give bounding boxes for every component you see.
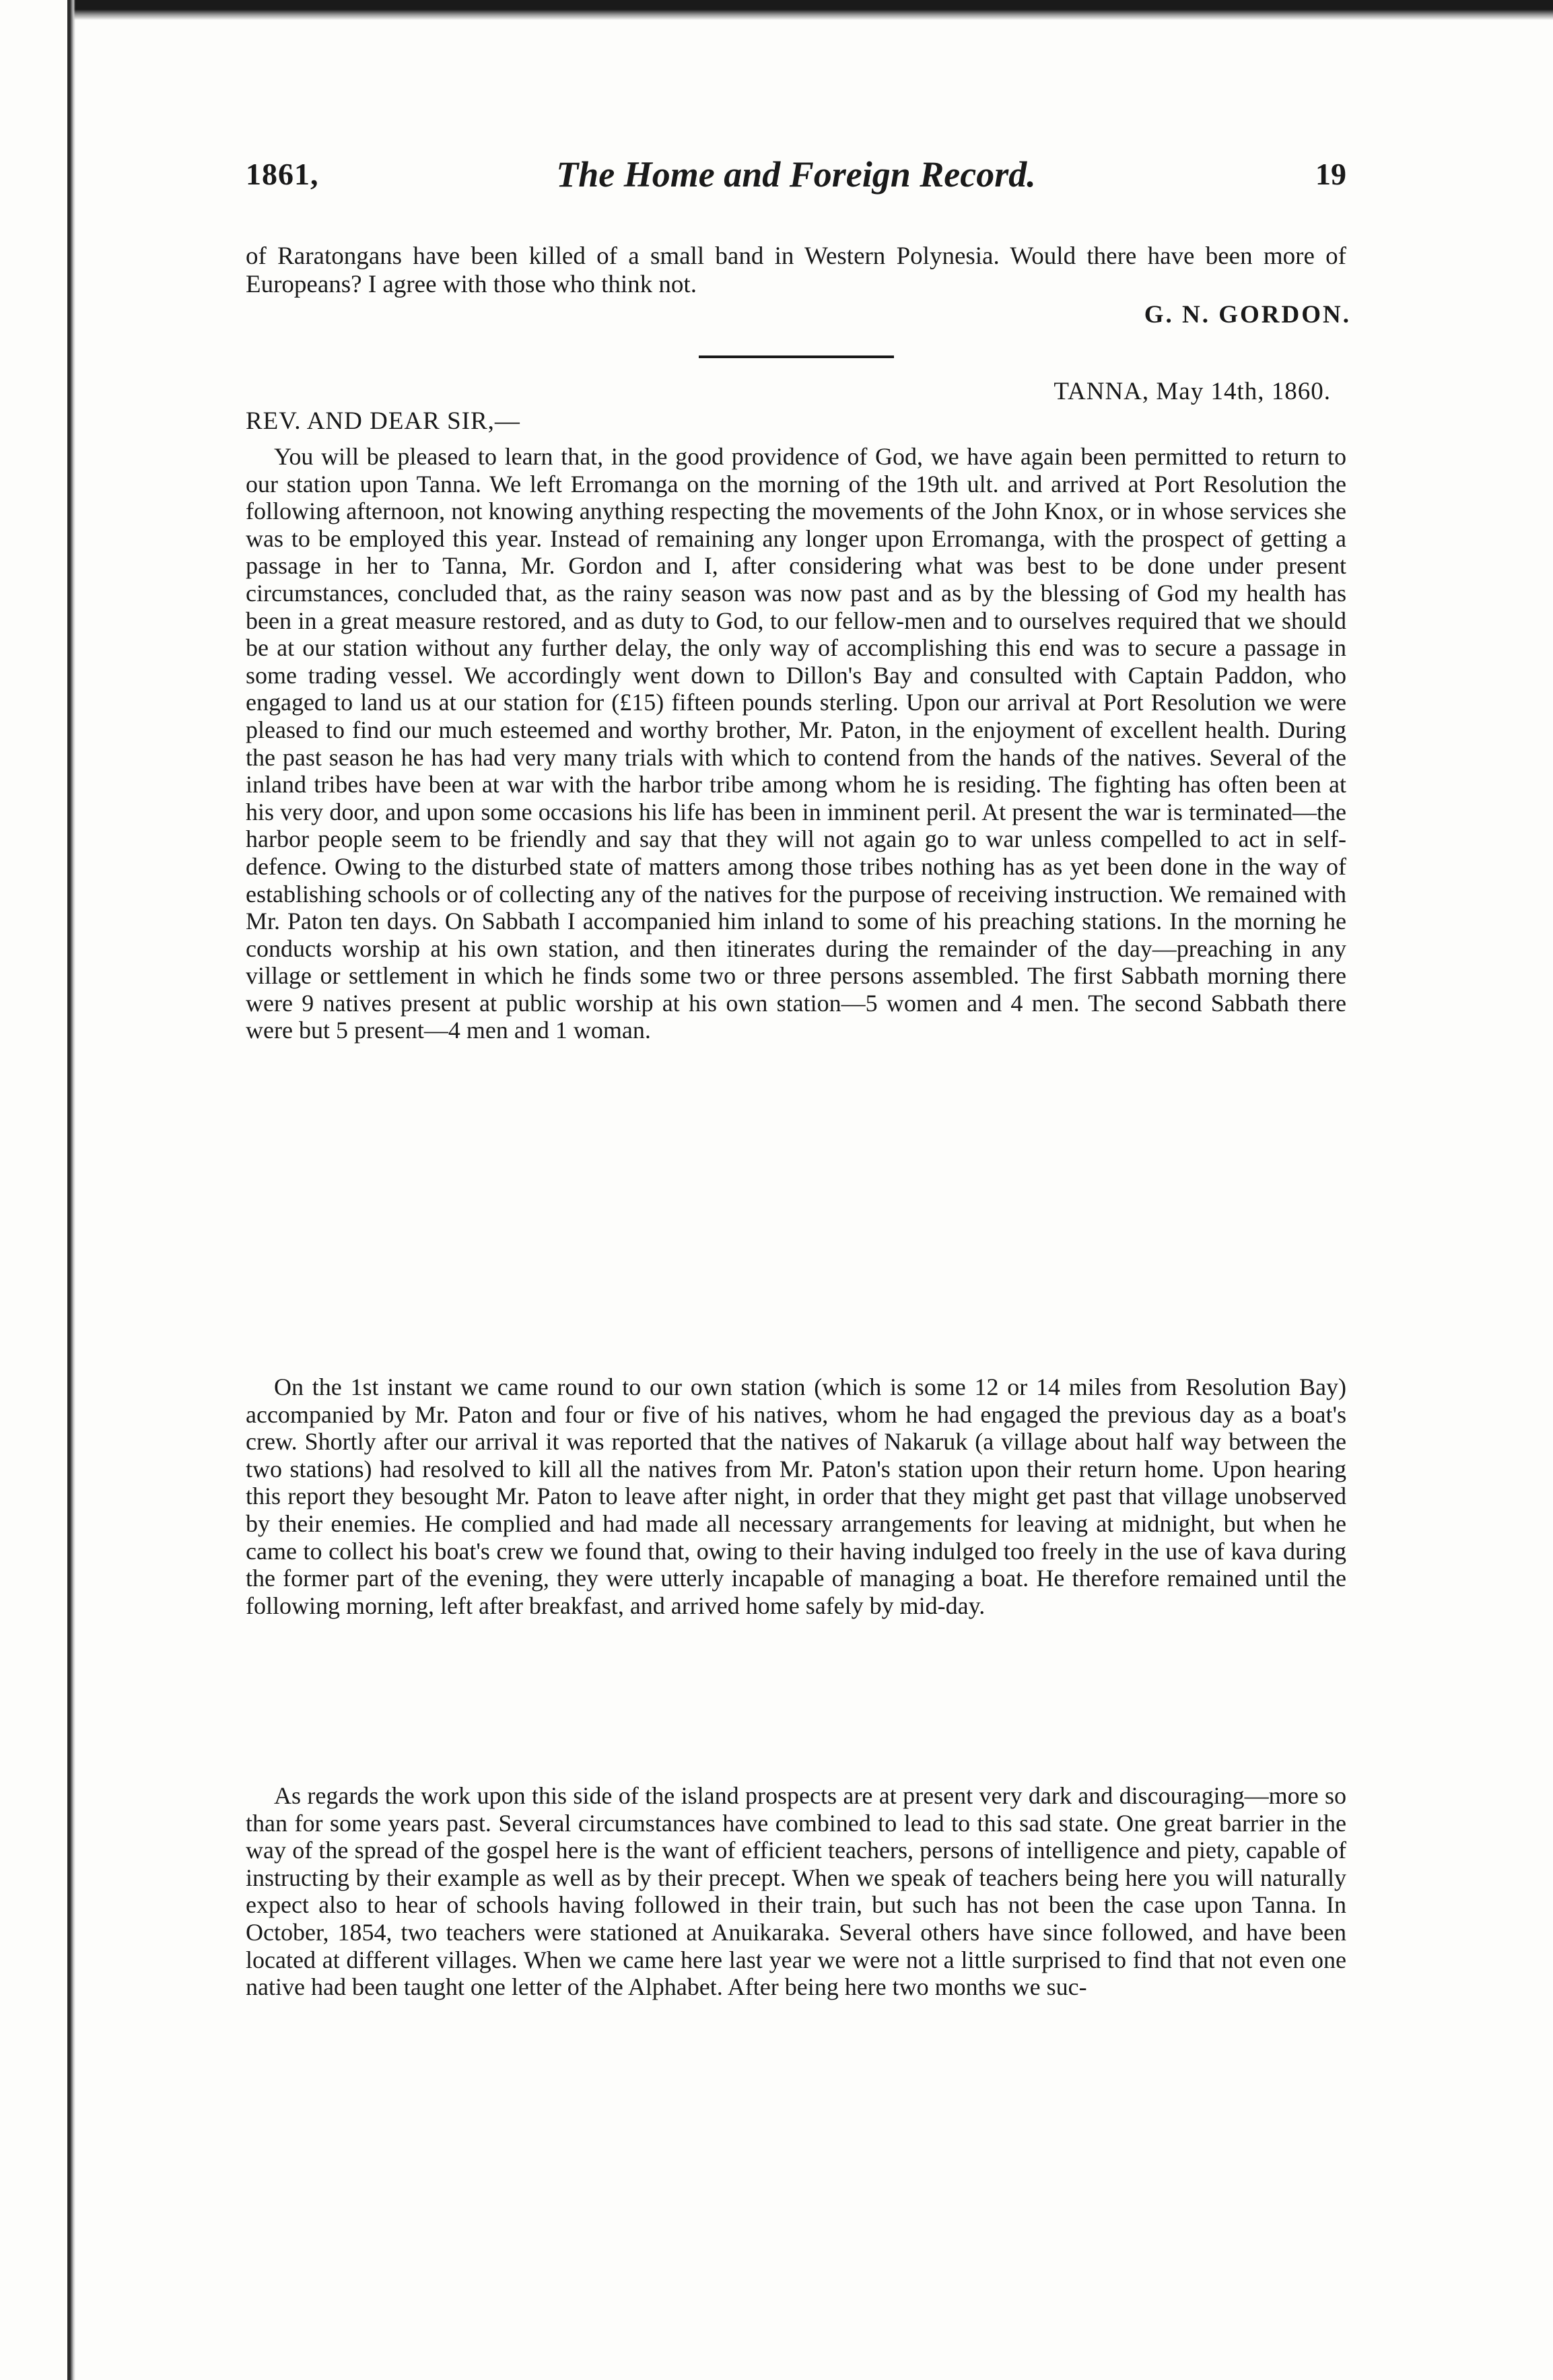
header-page-number: 19: [1315, 157, 1346, 191]
running-header: [246, 156, 1346, 210]
intro-paragraph: of Raratongans have been killed of a small band in Western Polynesia. Would there have been more of Europeans? I agree with those who think not.: [246, 242, 1346, 298]
body-paragraph-3: As regards the work upon this side of the island prospects are at present very dark and discouraging—more so than for some years past. Several circumstances have combined to lead to this sad state. One great barrier in the way of the spread of the gospel here is the want of efficient teachers, persons of intelligence and piety, capable of instructing by their example as well as by their precept. When we speak of teachers being here you will naturally expect also to hear of schools having followed in their train, but such has not been the case upon Tanna. In October, 1854, two teachers were stationed at Anuikaraka. Several others have since followed, and have been located at different villages. When we came here last year we were not a little surprised to find that not even one native had been taught one letter of the Alphabet. After being here two months we suc-: [246, 1782, 1346, 2001]
section-divider-rule: [699, 355, 894, 358]
page-scan-top-edge: [67, 0, 1553, 20]
letter-dateline: TANNA, May 14th, 1860.: [1054, 378, 1331, 405]
letter-salutation: REV. AND DEAR SIR,—: [246, 407, 520, 435]
header-year: 1861,: [246, 157, 319, 191]
body-paragraph-2: On the 1st instant we came round to our own station (which is some 12 or 14 miles from Resolution Bay) accompanied by Mr. Paton and four or five of his natives, whom he had engaged the previous day as a boat's crew. Shortly after our arrival it was reported that the natives of Nakaruk (a village about half way between the two stations) had resolved to kill all the natives from Mr. Paton's station upon their return home. Upon hearing this report they besought Mr. Paton to leave after night, in order that they might get past that village unobserved by their enemies. He complied and had made all necessary arrangements for leaving at midnight, but when he came to collect his boat's crew we found that, owing to their having indulged too freely in the use of kava during the former part of the evening, they were utterly incapable of managing a boat. He therefore remained until the following morning, left after breakfast, and arrived home safely by mid-day.: [246, 1373, 1346, 1619]
header-journal-title: The Home and Foreign Record.: [556, 154, 1036, 195]
body-paragraph-1: You will be pleased to learn that, in the good providence of God, we have again been permitted to return to our station upon Tanna. We left Erromanga on the morning of the 19th ult. and arrived at Port Resolution the following afternoon, not knowing anything respecting the movements of the John Knox, or in whose services she was to be employed this year. Instead of remaining any longer upon Erromanga, with the prospect of getting a passage in her to Tanna, Mr. Gordon and I, after considering what was best to be done under present circumstances, concluded that, as the rainy season was now past and as by the blessing of God my health has been in a great measure restored, and as duty to God, to our fellow-men and to ourselves required that we should be at our station without any further delay, the only way of accomplishing this end was to secure a passage in some trading vessel. We accordingly went down to Dillon's Bay and consulted with Captain Paddon, who engaged to land us at our station for (£15) fifteen pounds sterling. Upon our arrival at Port Resolution we were pleased to find our much esteemed and worthy brother, Mr. Paton, in the enjoyment of excellent health. During the past season he has had very many trials with which to contend from the hands of the natives. Several of the inland tribes have been at war with the harbor tribe among whom he is residing. The fighting has often been at his very door, and upon some occasions his life has been in imminent peril. At present the war is terminated—the harbor people seem to be friendly and say that they will not again go to war unless compelled to act in self-defence. Owing to the disturbed state of matters among those tribes nothing has as yet been done in the way of establishing schools or of collecting any of the natives for the purpose of receiving instruction. We remained with Mr. Paton ten days. On Sabbath I accompanied him inland to some of his preaching stations. In the morning he conducts worship at his own station, and then itinerates during the remainder of the day—preaching in any village or settlement in which he finds some two or three persons assembled. The first Sabbath morning there were 9 natives present at public worship at his own station—5 women and 4 men. The second Sabbath there were but 5 present—4 men and 1 woman.: [246, 443, 1346, 1044]
page-scan-left-edge: [67, 0, 75, 2380]
letter-signature: G. N. GORDON.: [1144, 301, 1351, 329]
